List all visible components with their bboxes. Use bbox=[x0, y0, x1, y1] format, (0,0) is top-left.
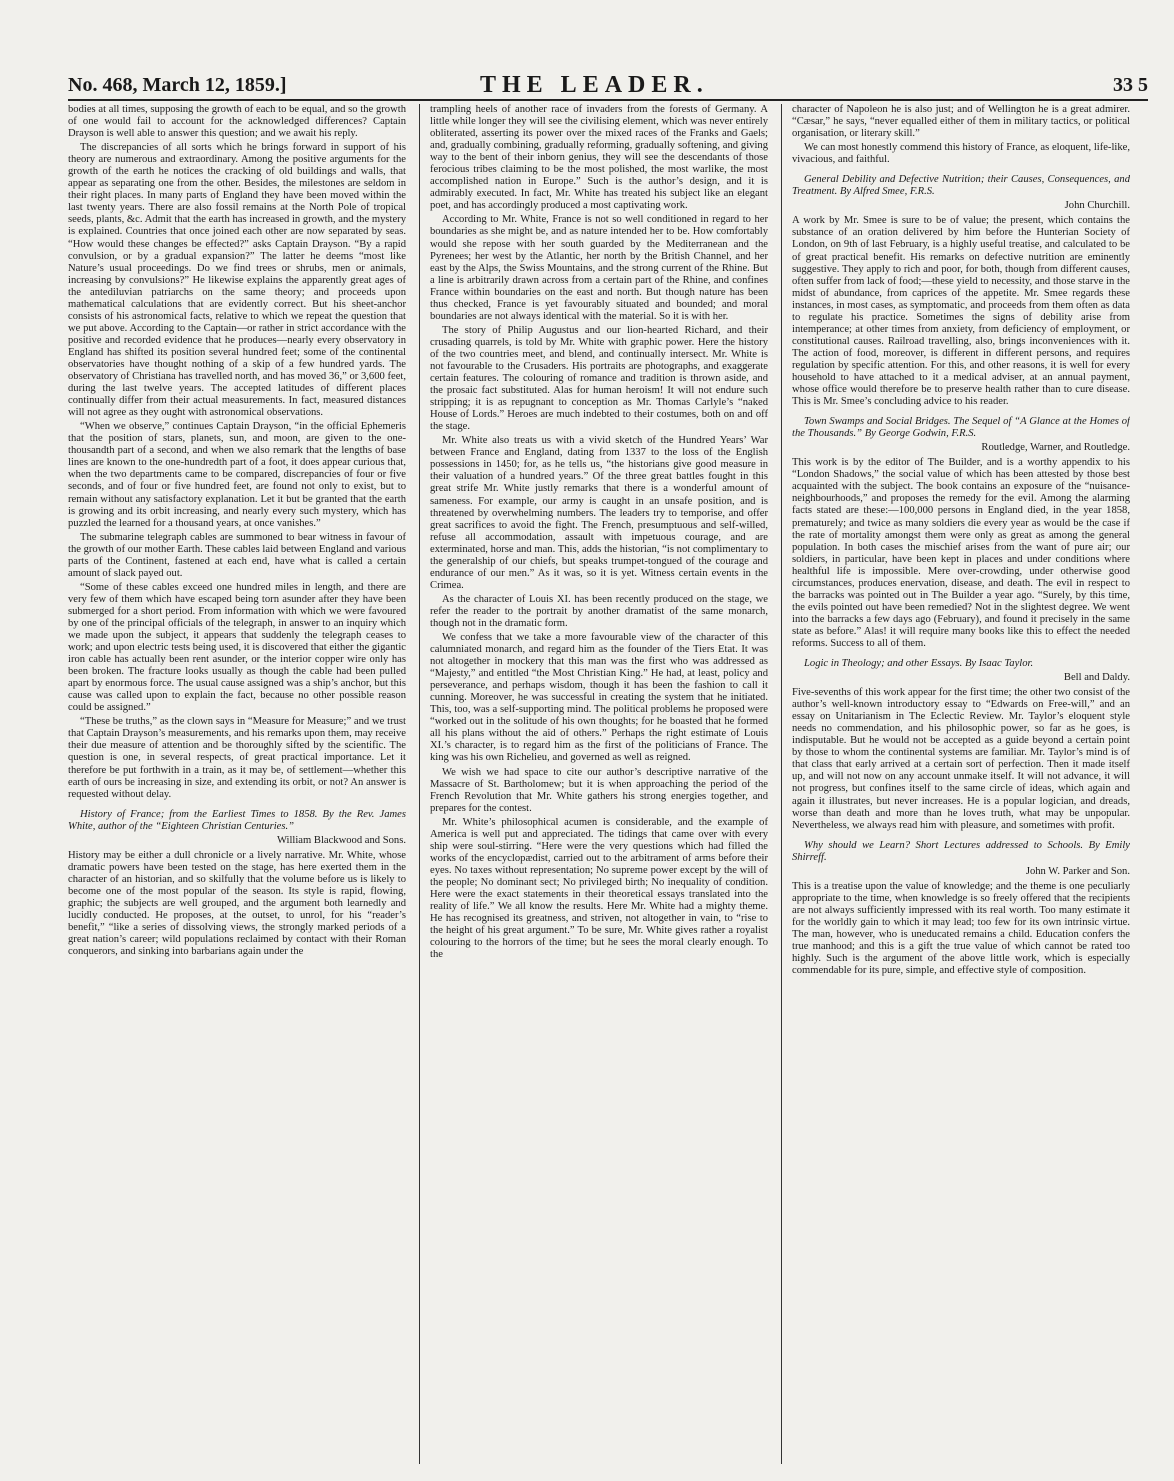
paragraph: Mr. White’s philosophical acumen is considerable, and the example of America is well put and appreciated. The tidings that came over with every ship were soul-stirring. “Here were the very questions which had filled the works of the encyclopædist, carried out to the arbitrament of arms before their eyes. No taxes without representation; No supreme power except by the will of the people; No dominant sect; No privileged birth; No inequality of condition. Here were the exact statements in their theoretical essays translated into the reality of life.” We all know the results. Here Mr. White had a mighty theme. He has recognised its greatness, and striven, not altogether in vain, to “rise to the height of his great argument.” To be sure, Mr. White gives rather a royalist colouring to the horrors of the time; but he sees the moral clearly enough. To the bbox=[430, 816, 768, 961]
review-publisher: Routledge, Warner, and Routledge. bbox=[981, 442, 1130, 454]
review-publisher: John Churchill. bbox=[1064, 200, 1130, 212]
column-divider bbox=[781, 104, 782, 1464]
issue-date: No. 468, March 12, 1859.] bbox=[68, 74, 287, 96]
review-title: History of France; from the Earliest Times to 1858. By the Rev. James White, author of the “Eighteen Christian Centuries.” bbox=[68, 808, 406, 832]
newspaper-page bbox=[68, 74, 1148, 1469]
review-publisher: John W. Parker and Son. bbox=[1025, 865, 1130, 877]
column-2 bbox=[430, 104, 768, 1464]
paragraph: “When we observe,” continues Captain Drayson, “in the official Ephemeris that the position of stars, planets, sun, and moon, are given to the one-thousandth part of a second, and when we also remark that the lengths of base lines are known to the one-hundredth part of a foot, it does appear curious that, when the two departments came to be compared, discrepancies of four or five seconds, and of four or five hundred feet, are found not only to exist, but to remain without any satisfactory explanation. Let it but be granted that the earth is growing and its orbit increasing, and nearly every such mystery, which has puzzled the learned for a thousand years, at once vanishes.” bbox=[68, 421, 406, 529]
paragraph: We can most honestly commend this history of France, as eloquent, life-like, vivacious, and faithful. bbox=[792, 142, 1130, 166]
review-title: Logic in Theology; and other Essays. By Isaac Taylor. bbox=[804, 658, 1034, 670]
paragraph: Five-sevenths of this work appear for the first time; the other two consist of the author’s well-known introductory essay to “Edwards on Free-will,” and an essay on Unitarianism in The Eclectic Review. Mr. Taylor’s eloquent style needs no commendation, and his philosophic power, so far as he goes, is indisputable. But he would not be accepted as a guide beyond a certain point by those to whom the continental systems are familiar. Mr. Taylor’s mind is of that class that early arrived at a certain sort of perfection. Then it made itself up, and will not now on any account unmake itself. It will not advance, it will not progress, but confines itself to the same circle of ideas, which again and again it illustrates, but never increases. He is a popular logician, and dreads, worse than death and more than he loves truth, what may be unpopular. Nevertheless, we always read him with pleasure, and sometimes with profit. bbox=[792, 687, 1130, 831]
masthead bbox=[68, 74, 1148, 98]
review-title: Town Swamps and Social Bridges. The Sequel of “A Glance at the Homes of the Thousands.” By George Godwin, F.R.S. bbox=[792, 416, 1130, 440]
review-title: Why should we Learn? Short Lectures addressed to Schools. By Emily Shirreff. bbox=[792, 839, 1130, 863]
paragraph: According to Mr. White, France is not so well conditioned in regard to her boundaries as she might be, and as nature intended her to be. How comfortably would she repose with her south guarded by the Mediterranean and the Pyrenees; her west by the Atlantic, her north by the British Channel, and her east by the Alps, the Swiss Mountains, and the strong current of the Rhine. But a line is arbitrarily drawn across from a certain part of the Rhine, and confines France within boundaries on the east and north. But though nature has been thus checked, France is yet favourably situated and bounded; and moral boundaries are not always identical with the material. So it is with her. bbox=[430, 214, 768, 322]
review-title: General Debility and Defective Nutrition; their Causes, Consequences, and Treatment. By Alfred Smee, F.R.S. bbox=[792, 174, 1130, 198]
paragraph: A work by Mr. Smee is sure to be of value; the present, which contains the substance of an oration delivered by him before the Hunterian Society of London, on 9th of last February, is a highly useful treatise, and calculated to be of great practical benefit. His remarks on defective nutrition are eminently suggestive. They apply to rich and poor, for both, though from different causes, often suffer from lack of food;—these yield to necessity, and those starve in the midst of abundance, from caprices of the appetite. Mr. Smee regards these instances, in most cases, as symptomatic, and proceeds from them often as data to regulate his practice. Sometimes the signs of debility arise from intemperance; at other times from anxiety, from deficiency of employment, or constitutional causes. Railroad travelling, also, brings inconveniences with it. The action of food, moreover, is different in different persons, and requires regulation by specific attention. For this, and other reasons, it is well for every household to have attached to it a medical adviser, at an annual payment, whose office would therefore be to preserve health rather than to cure disease. This is Mr. Smee’s concluding advice to his reader. bbox=[792, 215, 1130, 408]
review-publisher: William Blackwood and Sons. bbox=[276, 834, 406, 846]
column-1 bbox=[68, 104, 406, 1464]
review-heading bbox=[792, 174, 1130, 212]
column-divider bbox=[419, 104, 420, 1464]
paragraph: The story of Philip Augustus and our lion-hearted Richard, and their crusading quarrels, is told by Mr. White with graphic power. Here the history of the two countries meet, and blend, and continually intersect. Mr. White is not favourable to the Crusaders. His portraits are photographs, and exaggerate certain features. The colouring of romance and tradition is thrown aside, and the prosaic fact substituted. Alas for human heroism! It will not endure such stripping; it is as repugnant to conception as Mr. Thomas Carlyle’s “naked House of Lords.” Heroes are much indebted to their costumes, both on and off the stage. bbox=[430, 324, 768, 433]
paragraph: “Some of these cables exceed one hundred miles in length, and there are very few of them which have escaped being torn asunder after they have been submerged for a short period. From information with which we were favoured by one of the principal officials of the telegraph, in answer to an inquiry which we made upon the subject, it appears that suddenly the telegraph ceases to work; and upon electric tests being used, it is discovered that either the gigantic iron cable has actually been rent asunder, or the interior copper wire only has been broken. The fracture looks usually as though the cable had been pulled apart by enormous force. The usual cause assigned was a ship’s anchor, but this cause was called upon to explain the fact, because no other possible reason could be assigned.” bbox=[68, 581, 406, 714]
review-heading bbox=[68, 809, 406, 847]
review-heading bbox=[792, 840, 1130, 878]
review-heading bbox=[792, 416, 1130, 454]
paragraph: This work is by the editor of The Builder, and is a worthy appendix to his “London Shadows,” the social value of which has been attested by those best acquainted with the subject. The book contains an exposure of the “nuisance-neighbourhoods,” and proposes the remedy for the evil. Among the alarming facts stated are these:—100,000 persons in England died, in the year 1858, prematurely; and twice as many soldiers die every year as would be the case if the rate of mortality amongst them were only as great as among the general population. In both cases the mischief arises from the want of pure air; our soldiers, in particular, have been kept in places and under conditions where healthful life is impossible. Mere over-crowding, under otherwise good circumstances, produces enervation, disease, and death. The evil in respect to the barracks was pointed out in The Builder a year ago. “Surely, by this time, the evils pointed out have been remedied? Not in the slightest degree. We went into the barracks a few days ago (February), and found it precisely in the same state as before.” Alas! it will require many books like this to effect the needed reforms. Success to all of them. bbox=[792, 457, 1130, 649]
paragraph: trampling heels of another race of invaders from the forests of Germany. A little while longer they will see the civilising element, which was never entirely obliterated, asserting its power over the mixed races of the Franks and Gaels; and, gradually combining, gradually reforming, gradually softening, and giving way to the bent of their inborn genius, they will see the descendants of those ferocious tribes claiming to be the most polished, the most warlike, the most accomplished nation in Europe.” Such is the author’s design, and it is admirably executed. In fact, Mr. White has treated his subject like an elegant poet, and has accordingly produced a most captivating work. bbox=[430, 104, 768, 212]
paragraph: “These be truths,” as the clown says in “Measure for Measure;” and we trust that Captain Drayson’s measurements, and his remarks upon them, may receive their due measure of attention and be thoroughly sifted by the scientific. The question is one, in several respects, of great practical importance. Let it therefore be put forthwith in a train, as it may be, of settlement—whether this earth of ours be increasing in size, and extending its orbit, or not? An answer is requested without delay. bbox=[68, 716, 406, 800]
paragraph: The discrepancies of all sorts which he brings forward in support of his theory are numerous and extraordinary. Among the positive arguments for the growth of the earth he notices the cracking of old buildings and walls, that appear as separating one from the other. Besides, the milestones are seldom in their right places. In many parts of England they have been moved within the last twenty years. There are also fossil remains at the North Pole of tropical seeds, plants, &c. Admit that the earth has increased in growth, and the mystery is explained. Countries that once joined each other are now separated by seas. “How would these changes be effected?” asks Captain Drayson. “By a rapid convulsion, or by a gradual expansion?” The latter he deems “most like Nature’s usual proceedings. Do we find trees or shrubs, men or animals, increasing by convulsions?” He likewise explains the apparently great ages of the antediluvian patriarchs on the same theory; and proceeds upon mathematical calculations that are evidently correct. But his sheet-anchor consists of his astronomical facts, relative to which we repeat the question that we put above. According to the Captain—or rather in strict accordance with the positive and recorded evidence that he produces—nearly every observatory in England has shifted its position several hundred feet; some of the continental observatories have thought nothing of a skip of a few hundred yards. The observatory of Christiana has travelled north, and has moved 36,” or 3,600 feet, during the last twelve years. The accepted latitudes of different places continually differ from their actual measurements. In fact, measured distances will not agree as they ought with astronomical observations. bbox=[68, 142, 406, 419]
paragraph: History may be either a dull chronicle or a lively narrative. Mr. White, whose dramatic powers have been tested on the stage, has here exerted them in the character of an historian, and so skilfully that the volume before us is likely to become one of the most popular of the season. Its style is rapid, flowing, graphic; the subjects are well grouped, and the argument both learnedly and lucidly conducted. He proposes, at the outset, to unrol, for his “reader’s benefit,” “like a series of dissolving views, the strongly marked periods of a great nation’s career; wild populations reclaimed by contact with their Roman conquerors, and sinking into barbarians again under the bbox=[68, 849, 406, 958]
paragraph: bodies at all times, supposing the growth of each to be equal, and so the growth of one would fail to account for the acknowledged differences? Captain Drayson is well able to answer this question; and we await his reply. bbox=[68, 104, 406, 140]
page-number: 33 5 bbox=[1113, 74, 1148, 96]
column-3 bbox=[792, 104, 1130, 1464]
paragraph: We wish we had space to cite our author’s descriptive narrative of the Massacre of St. Bartholomew; but it is when approaching the period of the French Revolution that Mr. White gathers his strong energies together, and prepares for the contest. bbox=[430, 766, 768, 814]
masthead-rule bbox=[68, 99, 1148, 101]
paragraph: This is a treatise upon the value of knowledge; and the theme is one peculiarly appropriate to the time, when knowledge is so freely offered that the recipients are not always sufficiently impressed with its real worth. Too many estimate it for the worldly gain to which it may lead; too few for its own intrinsic virtue. The man, however, who is uneducated remains a child. Education confers the true manhood; and this is a gift the true value of which cannot be rated too highly. Such is the argument of the above little work, which is especially commendable for its pure, simple, and effective style of composition. bbox=[792, 880, 1130, 977]
newspaper-title: THE LEADER. bbox=[480, 72, 709, 98]
paragraph: Mr. White also treats us with a vivid sketch of the Hundred Years’ War between France and England, dating from 1337 to the loss of the English possessions in 1450; for, as he tells us, “the historians give good measure in their valuation of a hundred years.” Of the three great battles fought in this great strife Mr. White justly remarks that there is a wonderful amount of sameness. For example, our army is caught in an unsafe position, and is threatened by overwhelming numbers. The leaders try to temporise, and offer great sacrifices to avoid the fight. The French, presumptuous and self-willed, refuse all accommodation, assault with impetuous courage, and are exterminated, horse and man. This, adds the historian, “is not complimentary to the generalship of our chiefs, but speaks trumpet-tongued of the courage and endurance of our men.” As it was, so it is yet. Witness certain events in the Crimea. bbox=[430, 435, 768, 591]
paragraph: The submarine telegraph cables are summoned to bear witness in favour of the growth of our mother Earth. These cables laid between England and various parts of the Continent, fastened at each end, have what is called a certain amount of slack payed out. bbox=[68, 531, 406, 579]
paragraph: We confess that we take a more favourable view of the character of this calumniated monarch, and regard him as the founder of the Tiers Etat. It was not altogether in mockery that this man was the first who was addressed as “Majesty,” and entitled “the Most Christian King.” He had, at least, policy and perseverance, and perhaps wisdom, though it has been the fashion to call it cunning. Moreover, he was successful in creating the system that he initiated. This, too, was a self-supporting mind. The political problems he proposed were “worked out in the solitude of his own thoughts; for he boasted that he formed all his plans without the aid of others.” Perhaps the right estimate of Louis XI.’s character, is to regard him as the first of the politicians of France. The king was his own Richelieu, and governed as well as reigned. bbox=[430, 632, 768, 764]
paragraph: character of Napoleon he is also just; and of Wellington he is a great admirer. “Cæsar,” he says, “never equalled either of them in military tactics, or political organisation, or literary skill.” bbox=[792, 104, 1130, 140]
review-heading bbox=[792, 658, 1130, 684]
review-publisher: Bell and Daldy. bbox=[1063, 672, 1130, 684]
paragraph: As the character of Louis XI. has been recently produced on the stage, we refer the reader to the portrait by another dramatist of the same monarch, though not in the dramatic form. bbox=[430, 593, 768, 629]
